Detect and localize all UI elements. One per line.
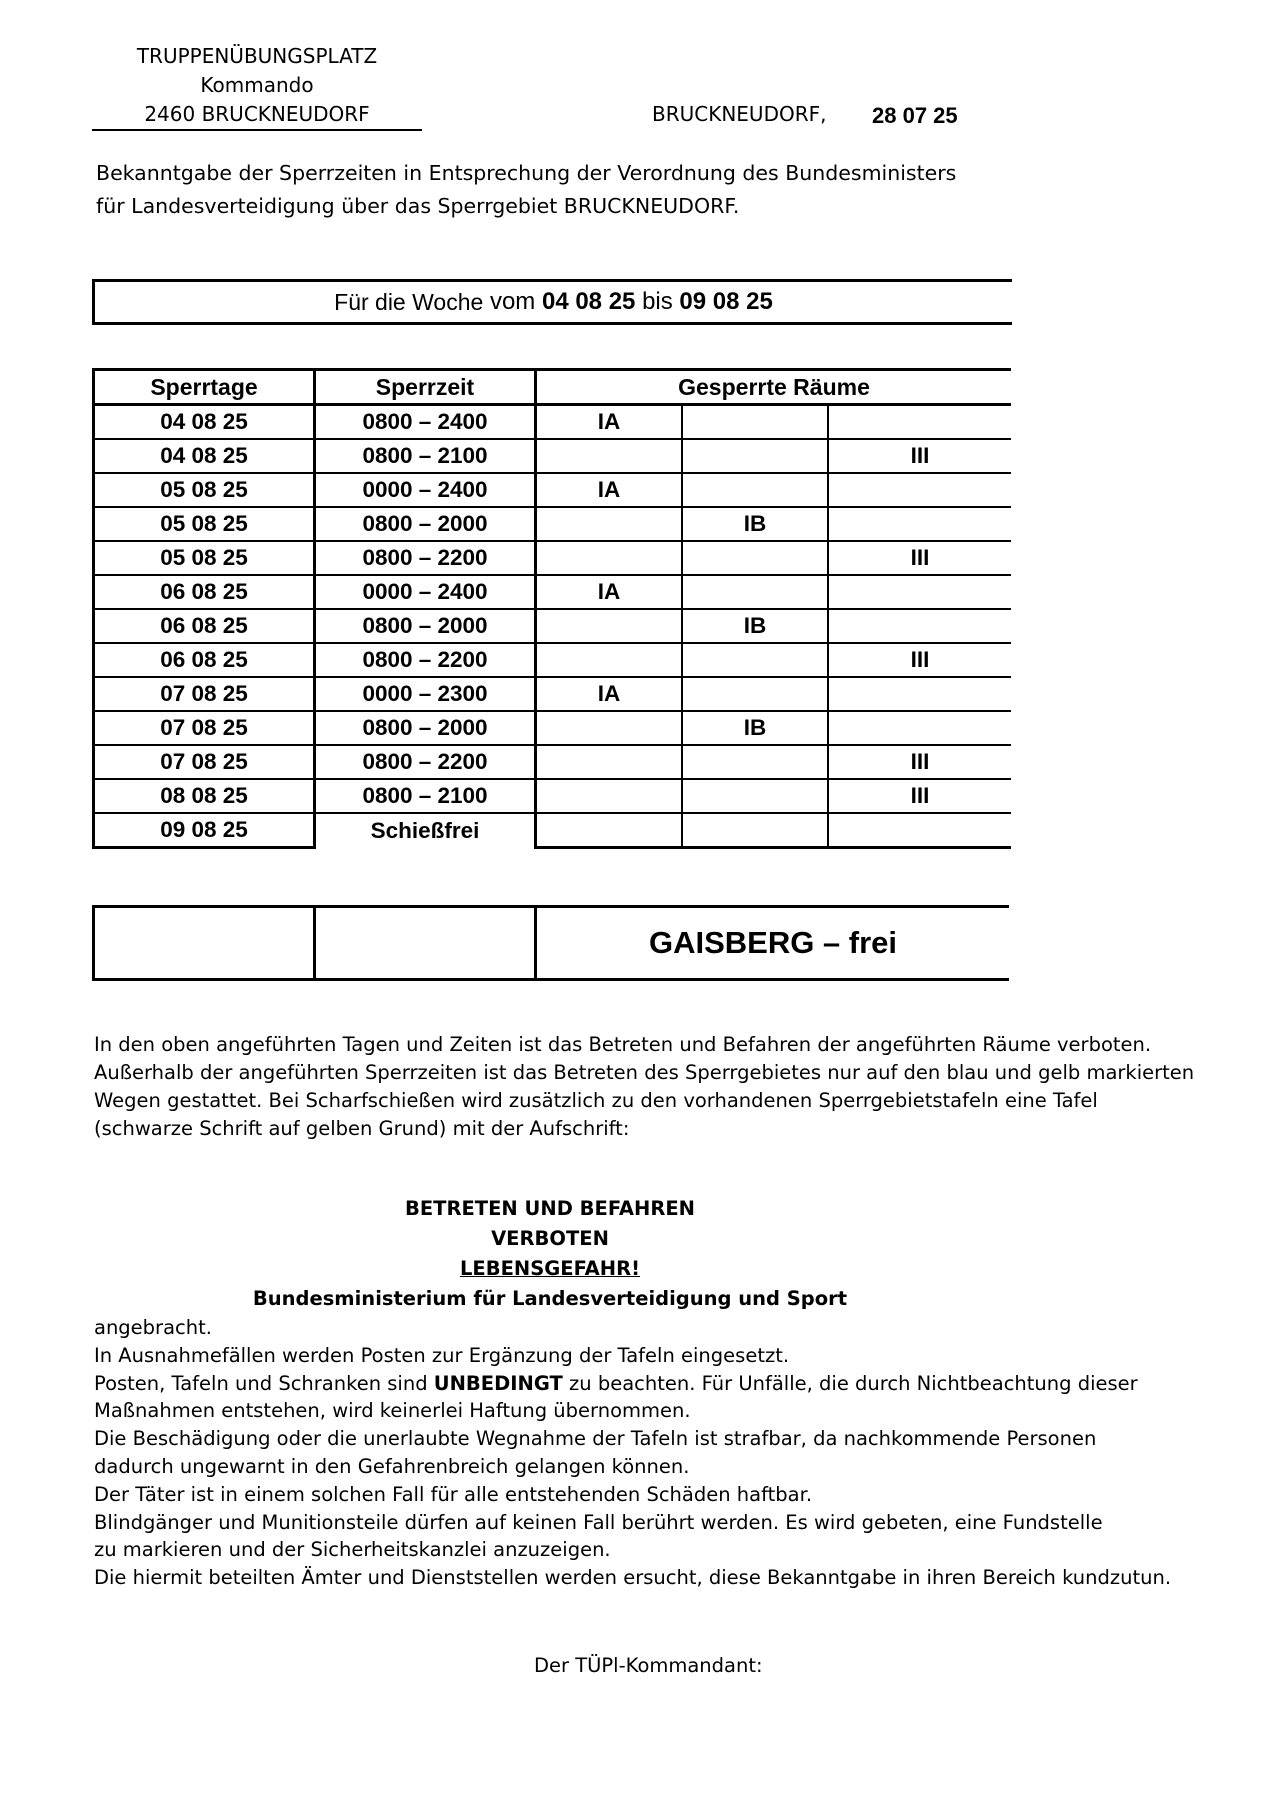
- sign-danger: LEBENSGEFAHR!: [459, 1257, 641, 1280]
- raum-ib-cell: [682, 813, 828, 848]
- raum-iii-cell: [828, 711, 1011, 745]
- header-sperrzeit: Sperrzeit: [315, 370, 536, 405]
- document-date: 28 07 25: [872, 103, 958, 128]
- sperrzeit-cell: Schießfrei: [315, 813, 536, 848]
- sperrzeit-cell: 0000 – 2300: [315, 677, 536, 711]
- sperrtag-cell: 05 08 25: [94, 541, 315, 575]
- sperrtag-cell: 07 08 25: [94, 677, 315, 711]
- schedule-body: [94, 405, 1012, 848]
- week-to: 09 08 25: [679, 288, 773, 315]
- raum-iii-cell: III: [828, 439, 1011, 473]
- table-row: [94, 575, 1012, 609]
- week-prefix: Für die Woche: [334, 288, 484, 315]
- raum-ia-cell: [536, 711, 683, 745]
- notice-paragraph: [94, 1031, 1214, 1143]
- sperrtag-cell: 09 08 25: [94, 813, 315, 848]
- sperrtag-cell: 07 08 25: [94, 745, 315, 779]
- raum-ia-cell: IA: [536, 677, 683, 711]
- org-name: TRUPPENÜBUNGSPLATZ: [136, 44, 378, 68]
- raum-ib-cell: [682, 575, 828, 609]
- raum-ia-cell: [536, 813, 683, 848]
- sperrzeit-cell: 0800 – 2200: [315, 643, 536, 677]
- table-row: [94, 609, 1012, 643]
- table-row: [94, 813, 1012, 848]
- reg-line: angebracht.: [94, 1316, 212, 1339]
- schedule-table: [92, 368, 1011, 849]
- sperrzeit-cell: 0800 – 2200: [315, 541, 536, 575]
- reg-line: Die Beschädigung oder die unerlaubte Wegnahme der Tafeln ist strafbar, da nachkommende Personen: [94, 1427, 1097, 1451]
- org-address: 2460 BRUCKNEUDORF: [92, 100, 422, 131]
- raum-iii-cell: [828, 609, 1011, 643]
- raum-ia-cell: [536, 507, 683, 541]
- raum-ia-cell: [536, 609, 683, 643]
- week-vom: vom: [489, 288, 536, 315]
- raum-ia-cell: IA: [536, 405, 683, 440]
- table-row: [94, 439, 1012, 473]
- gaisberg-status: GAISBERG – frei: [648, 925, 898, 960]
- sperrzeit-cell: 0800 – 2000: [315, 609, 536, 643]
- gaisberg-cell-empty: [92, 908, 316, 978]
- notice-line: (schwarze Schrift auf gelben Grund) mit der Aufschrift:: [94, 1117, 630, 1140]
- sperrzeit-cell: 0000 – 2400: [315, 473, 536, 507]
- gaisberg-box: [92, 905, 1009, 981]
- raum-iii-cell: III: [828, 541, 1011, 575]
- raum-ib-cell: [682, 541, 828, 575]
- reg-line: dadurch ungewarnt in den Gefahrenbreich gelangen können.: [94, 1454, 690, 1478]
- raum-ia-cell: [536, 745, 683, 779]
- sperrtag-cell: 06 08 25: [94, 643, 315, 677]
- sperrtag-cell: 07 08 25: [94, 711, 315, 745]
- raum-ib-cell: [682, 677, 828, 711]
- regulations-paragraph: [94, 1314, 1214, 1592]
- raum-iii-cell: III: [828, 643, 1011, 677]
- raum-ia-cell: [536, 643, 683, 677]
- raum-iii-cell: [828, 813, 1011, 848]
- sperrtag-cell: 06 08 25: [94, 609, 315, 643]
- intro-line: für Landesverteidigung über das Sperrgebiet BRUCKNEUDORF.: [96, 194, 740, 218]
- table-row: [94, 779, 1012, 813]
- intro-line: Bekanntgabe der Sperrzeiten in Entsprechung der Verordnung des Bundesministers: [96, 161, 957, 185]
- notice-line: In den oben angeführten Tagen und Zeiten ist das Betreten und Befahren der angeführten Räume verboten.: [94, 1033, 1152, 1056]
- gaisberg-cell-empty: [316, 908, 537, 978]
- reg-line: In Ausnahmefällen werden Posten zur Ergänzung der Tafeln eingesetzt.: [94, 1343, 790, 1367]
- raum-ib-cell: IB: [682, 507, 828, 541]
- intro-text: [96, 157, 996, 223]
- raum-ia-cell: [536, 779, 683, 813]
- table-row: [94, 507, 1012, 541]
- org-unit: Kommando: [200, 73, 314, 97]
- week-from: 04 08 25: [541, 288, 636, 315]
- raum-iii-cell: [828, 473, 1011, 507]
- table-row: [94, 745, 1012, 779]
- raum-iii-cell: [828, 507, 1011, 541]
- table-row: [94, 711, 1012, 745]
- raum-ib-cell: [682, 643, 828, 677]
- place: BRUCKNEUDORF,: [652, 102, 827, 126]
- week-range: [92, 279, 1012, 325]
- reg-text: Posten, Tafeln und Schranken sind: [94, 1371, 434, 1395]
- raum-ib-cell: IB: [682, 711, 828, 745]
- sperrtag-cell: 08 08 25: [94, 779, 315, 813]
- sperrtag-cell: 05 08 25: [94, 507, 315, 541]
- reg-line: Maßnahmen entstehen, wird keinerlei Haftung übernommen.: [94, 1399, 691, 1423]
- sperrzeit-cell: 0800 – 2200: [315, 745, 536, 779]
- sperrzeit-cell: 0800 – 2100: [315, 439, 536, 473]
- raum-ia-cell: [536, 439, 683, 473]
- sender-block: [92, 42, 422, 131]
- commander-signature-label: Der TÜPl-Kommandant:: [534, 1654, 763, 1677]
- header-sperrtage: Sperrtage: [94, 370, 315, 405]
- reg-line: zu markieren und der Sicherheitskanzlei anzuzeigen.: [94, 1538, 611, 1562]
- raum-ia-cell: [536, 541, 683, 575]
- reg-line: Der Täter ist in einem solchen Fall für alle entstehenden Schäden haftbar.: [94, 1482, 813, 1506]
- raum-ib-cell: [682, 473, 828, 507]
- reg-line: [94, 1370, 1214, 1398]
- raum-iii-cell: III: [828, 779, 1011, 813]
- table-header-row: [94, 370, 1012, 405]
- table-row: [94, 473, 1012, 507]
- week-bis: bis: [642, 288, 673, 315]
- sperrzeit-cell: 0000 – 2400: [315, 575, 536, 609]
- sperrzeit-cell: 0800 – 2000: [315, 507, 536, 541]
- notice-line: Wegen gestattet. Bei Scharfschießen wird zusätzlich zu den vorhandenen Sperrgebietstafeln eine Tafel: [94, 1089, 1098, 1112]
- sign-line: BETRETEN UND BEFAHREN: [404, 1197, 695, 1220]
- table-row: [94, 405, 1012, 440]
- notice-line: Außerhalb der angeführten Sperrzeiten ist das Betreten des Sperrgebietes nur auf den blau und gelb markierten: [94, 1061, 1195, 1084]
- reg-text: zu beachten. Für Unfälle, die durch Nichtbeachtung dieser: [562, 1371, 1138, 1395]
- warning-sign-text: [240, 1194, 860, 1314]
- reg-line: Die hiermit beteilten Ämter und Dienststellen werden ersucht, diese Bekanntgabe in ihren Bereich kundzutun.: [94, 1566, 1172, 1590]
- table-row: [94, 677, 1012, 711]
- sign-ministry: Bundesministerium für Landesverteidigung und Sport: [252, 1287, 848, 1310]
- sperrtag-cell: 04 08 25: [94, 439, 315, 473]
- raum-ia-cell: IA: [536, 575, 683, 609]
- raum-ib-cell: [682, 405, 828, 440]
- raum-iii-cell: III: [828, 745, 1011, 779]
- raum-ia-cell: IA: [536, 473, 683, 507]
- sign-line: VERBOTEN: [491, 1227, 609, 1250]
- raum-iii-cell: [828, 677, 1011, 711]
- sperrzeit-cell: 0800 – 2100: [315, 779, 536, 813]
- sperrzeit-cell: 0800 – 2000: [315, 711, 536, 745]
- sperrtag-cell: 04 08 25: [94, 405, 315, 440]
- sperrtag-cell: 05 08 25: [94, 473, 315, 507]
- raum-iii-cell: [828, 575, 1011, 609]
- raum-ib-cell: [682, 745, 828, 779]
- sperrzeit-cell: 0800 – 2400: [315, 405, 536, 440]
- table-row: [94, 643, 1012, 677]
- raum-ib-cell: [682, 439, 828, 473]
- raum-ib-cell: [682, 779, 828, 813]
- raum-ib-cell: IB: [682, 609, 828, 643]
- raum-iii-cell: [828, 405, 1011, 440]
- header-gesperrte-raeume: Gesperrte Räume: [536, 370, 1012, 405]
- reg-emphasis: UNBEDINGT: [433, 1371, 563, 1395]
- table-row: [94, 541, 1012, 575]
- sperrtag-cell: 06 08 25: [94, 575, 315, 609]
- reg-line: Blindgänger und Munitionsteile dürfen auf keinen Fall berührt werden. Es wird gebeten, eine Fundstelle: [94, 1510, 1103, 1534]
